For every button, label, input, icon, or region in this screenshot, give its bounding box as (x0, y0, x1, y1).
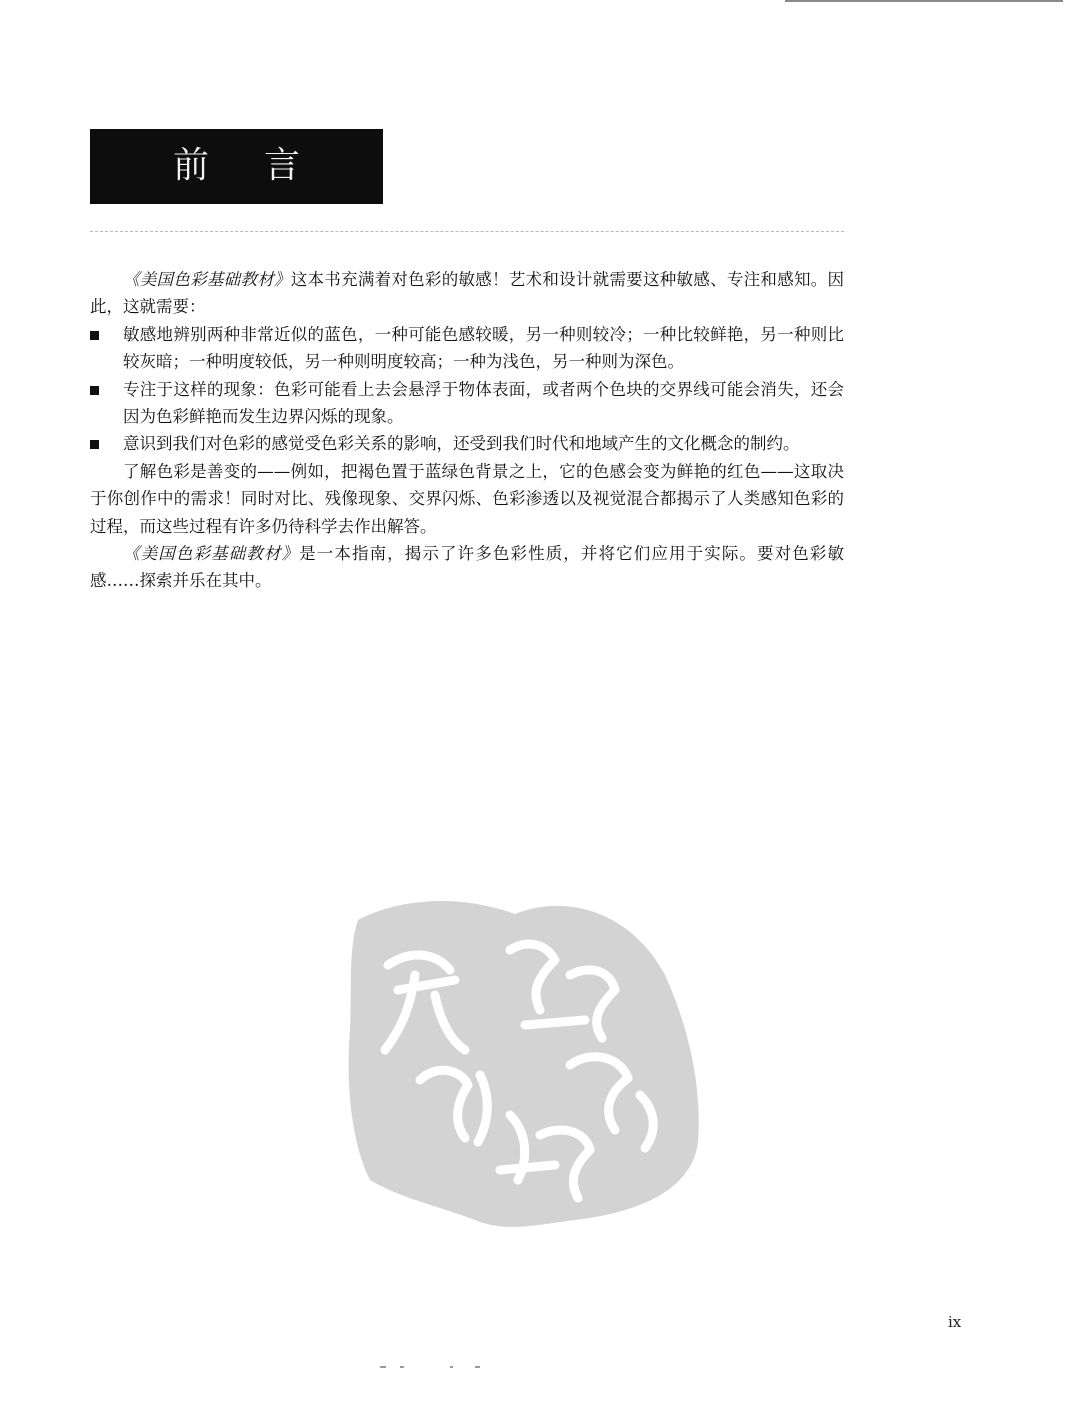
seal-stamp-icon (340, 880, 710, 1240)
intro-text: 这本书充满着对色彩的敏感！艺术和设计就需要这种敏感、专注和感知。因此，这就需要： (90, 270, 845, 317)
scan-speck (475, 1366, 480, 1368)
preface-heading-block (90, 129, 383, 204)
heading-divider (90, 231, 844, 232)
preface-body (90, 266, 844, 595)
scan-specks (380, 1366, 490, 1370)
book-title: 《美国色彩基础教材》 (123, 270, 291, 289)
list-item-text: 敏感地辨别两种非常近似的蓝色，一种可能色感较暖，另一种则较冷；一种比较鲜艳，另一种则比较灰暗；一种明度较低，另一种则明度较高；一种为浅色，另一种则为深色。 (123, 324, 844, 372)
heading-char-1: 前 (173, 145, 210, 186)
list-item (90, 376, 844, 431)
scan-speck (380, 1366, 386, 1368)
list-item-text: 专注于这样的现象：色彩可能看上去会悬浮于物体表面，或者两个色块的交界线可能会消失，还会因为色彩鲜艳而发生边界闪烁的现象。 (123, 379, 844, 427)
list-item-text: 意识到我们对色彩的感觉受色彩关系的影响，还受到我们时代和地域产生的文化概念的制约。 (123, 434, 800, 454)
library-seal-watermark (340, 880, 710, 1240)
scan-speck (450, 1366, 453, 1368)
scan-speck (400, 1366, 404, 1368)
list-item (90, 430, 844, 457)
intro-paragraph (90, 266, 844, 321)
square-bullet-icon (90, 331, 99, 340)
requirements-list (90, 321, 844, 458)
paragraph-2: 了解色彩是善变的——例如，把褐色置于蓝绿色背景之上，它的色感会变为鲜艳的红色——这取决于你创作中的需求！同时对比、残像现象、交界闪烁、色彩渗透以及视觉混合都揭示了人类感知色彩的过程，而这些过程有许多仍待科学去作出解答。 (90, 461, 844, 536)
square-bullet-icon (90, 386, 99, 395)
paragraph-3 (90, 540, 844, 595)
paragraph-3-text: 是一本指南，揭示了许多色彩性质，并将它们应用于实际。要对色彩敏感……探索并乐在其中。 (90, 544, 845, 591)
book-title: 《美国色彩基础教材》 (123, 544, 300, 564)
list-item (90, 321, 844, 376)
top-edge-rule (785, 0, 1063, 2)
heading-char-2: 言 (264, 145, 301, 186)
page-number: ix (948, 1313, 962, 1331)
square-bullet-icon (90, 440, 99, 449)
